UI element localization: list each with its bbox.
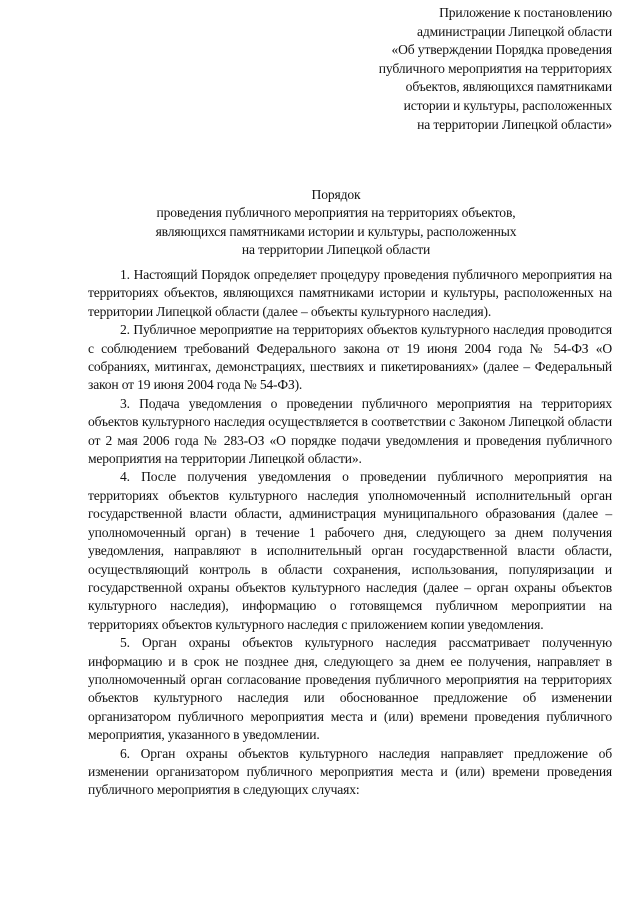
appendix-line: на территории Липецкой области» (417, 116, 612, 132)
paragraph-6: 6. Орган охраны объектов культурного наследия направляет предложение об изменении организатором публичного мероприятия места и (или) времени проведения публичного мероприятия в следующих случаях: (88, 745, 612, 798)
paragraph-5: 5. Орган охраны объектов культурного наследия рассматривает полученную информацию и в срок не позднее дня, следующего за днем ее получения, направляет в уполномоченный орган согласование проведения публичного мероприятия на территориях объектов культурного наследия или обоснованное предложение об изменении организатором публичного мероприятия места и (или) времени проведения публичного мероприятия, указанного в уведомлении. (88, 635, 612, 743)
paragraph-3: 3. Подача уведомления о проведении публичного мероприятия на территориях объектов культурного наследия осуществляется в соответствии с Законом Липецкой области от 2 мая 2006 года № 283-ОЗ «О порядке подачи уведомления и проведения публичного мероприятия на территории Липецкой области». (88, 395, 612, 467)
title-line: на территории Липецкой области (241, 242, 431, 258)
title-line: проведения публичного мероприятия на территориях объектов, (156, 205, 516, 221)
paragraph-1: 1. Настоящий Порядок определяет процедуру проведения публичного мероприятия на территориях объектов, являющихся памятниками истории и культуры, расположенных на территории Липецкой области (далее – объекты культурного наследия). (88, 267, 612, 319)
title-line: являющихся памятниками истории и культуры, расположенных (155, 223, 517, 239)
appendix-line: истории и культуры, расположенных (403, 97, 612, 113)
document-body (88, 266, 612, 800)
appendix-line: Приложение к постановлению (439, 5, 612, 20)
appendix-line: объектов, являющихся памятниками (405, 79, 612, 95)
appendix-header (300, 4, 612, 134)
appendix-line: администрации Липецкой области (417, 23, 612, 39)
title-heading: Порядок (311, 187, 361, 202)
paragraph-2: 2. Публичное мероприятие на территориях объектов культурного наследия проводится с соблюдением требований Федерального закона от 19 июня 2004 года № 54-ФЗ «О собраниях, митингах, демонстрациях, шествиях и пикетированиях» (далее – Федеральный закон от 19 июня 2004 года № 54-ФЗ). (88, 322, 612, 393)
appendix-line: публичного мероприятия на территориях (378, 60, 612, 76)
appendix-line: «Об утверждении Порядка проведения (391, 42, 612, 58)
paragraph-4: 4. После получения уведомления о проведении публичного мероприятия на территориях объектов культурного наследия уполномоченный исполнительный орган государственной власти области, администрация муниципального образования (далее – уполномоченный орган) в течение 1 рабочего дня, следующего за днем получения уведомления, направляют в исполнительный орган государственной власти области, осуществляющий контроль в области сохранения, использования, популяризации и государственной охраны объектов культурного наследия (далее – орган охраны объектов культурного наследия), информацию о готовящемся публичном мероприятии на территориях объектов культурного наследия с приложением копии уведомления. (88, 469, 612, 632)
document-title (88, 186, 584, 260)
